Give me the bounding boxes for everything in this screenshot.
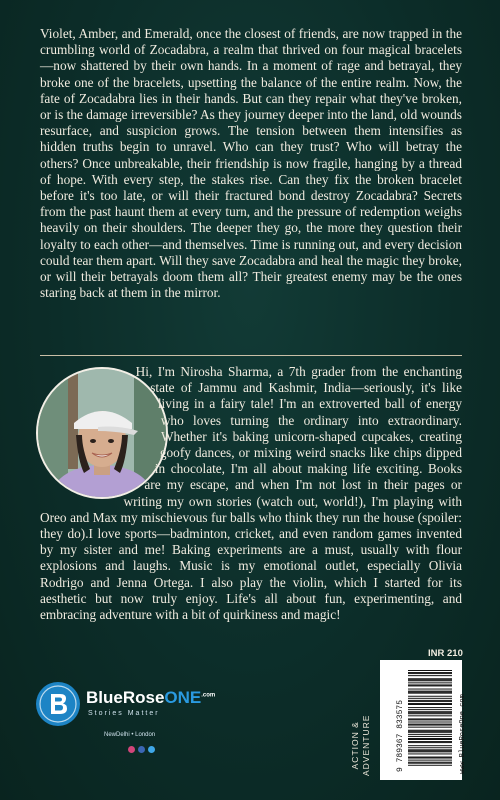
publisher-logo xyxy=(36,682,236,762)
publisher-name xyxy=(86,688,215,708)
publisher-tagline: Stories Matter xyxy=(88,710,160,717)
price-label: INR 210 xyxy=(428,648,463,659)
publisher-url: www.BlueRoseOne.com xyxy=(459,694,467,774)
publisher-name-suffix: .com xyxy=(201,692,216,699)
barcode-box xyxy=(380,660,467,780)
facebook-icon[interactable] xyxy=(138,746,145,753)
synopsis-text: Violet, Amber, and Emerald, once the closest of friends, are now trapped in the crumbling world of Zocadabra, a realm that thrived on four magical bracelets—now shattered by their own hands. In a moment of rage and betrayal, they broke one of the bracelets, upsetting the balance of the entire realm. Now, the fate of Zocadabra lies in their hands. But can they repair what they've broken, or is the damage irreversible? As they journey deeper into the land, old wounds resurface, and suspicion grows. The tension between them intensifies as hidden truths begin to unravel. Who can they trust? Who will betray the others? Once unbreakable, their friendship is now fragile, hanging by a thread of hope. With every step, the stakes rise. Can they fix the broken bracelet before it's too late, or will their fractured bond destroy Zocadabra? Secrets from the past haunt them at every turn, and the pressure of redemption weighs heavily on their shoulders. The deeper they go, the more they question their loyalty to each other—and themselves. Time is running out, and every decision could tear them apart. Will they save Zocadabra and heal the magic they broke, or will their betrayals doom them all? Their greatest enemy may be the ones staring back at them in the mirror. xyxy=(40,26,462,301)
publisher-cities: NewDelhi • London xyxy=(104,732,156,738)
genre-label: ACTION & ADVENTURE xyxy=(350,714,371,776)
isbn-digits: 9 789367 833575 xyxy=(396,699,405,772)
genre-label-box xyxy=(348,660,374,778)
publisher-name-main: BlueRose xyxy=(86,688,165,707)
section-divider xyxy=(40,355,462,356)
barcode xyxy=(380,660,462,780)
social-icons xyxy=(128,746,155,753)
publisher-name-accent: ONE xyxy=(164,688,202,707)
author-bio-text: Hi, I'm Nirosha Sharma, a 7th grader from the enchanting state of Jammu and Kashmir, India—seriously, it's like living in a fairy tale! I'm an extroverted ball of energy who loves turning the ordinary into extraordinary. Whether it's baking unicorn-shaped cupcakes, creating goofy dances, or mixing weird snacks like chips dipped in chocolate, I'm all about making life exciting. Books are my escape, and when I'm not lost in their pages or writing my own stories (watch out, world!), I'm playing with Oreo and Max my mischievous fur balls who think they run the house (spoiler: they do).I love sports—badminton, cricket, and even random games invented by my sister and me! Baking experiments are a must, usually with flour explosions and laughs. Music is my emotional outlet, especially Olivia Rodrigo and Jenna Ortega. I also play the violin, which I started for its aesthetic but now truly enjoy. Life's all about fun, experimenting, and embracing adventure with a bit of quirkiness and magic! xyxy=(40,364,462,623)
publisher-logo-icon xyxy=(36,682,80,726)
instagram-icon[interactable] xyxy=(128,746,135,753)
author-bio xyxy=(40,364,462,623)
twitter-icon[interactable] xyxy=(148,746,155,753)
